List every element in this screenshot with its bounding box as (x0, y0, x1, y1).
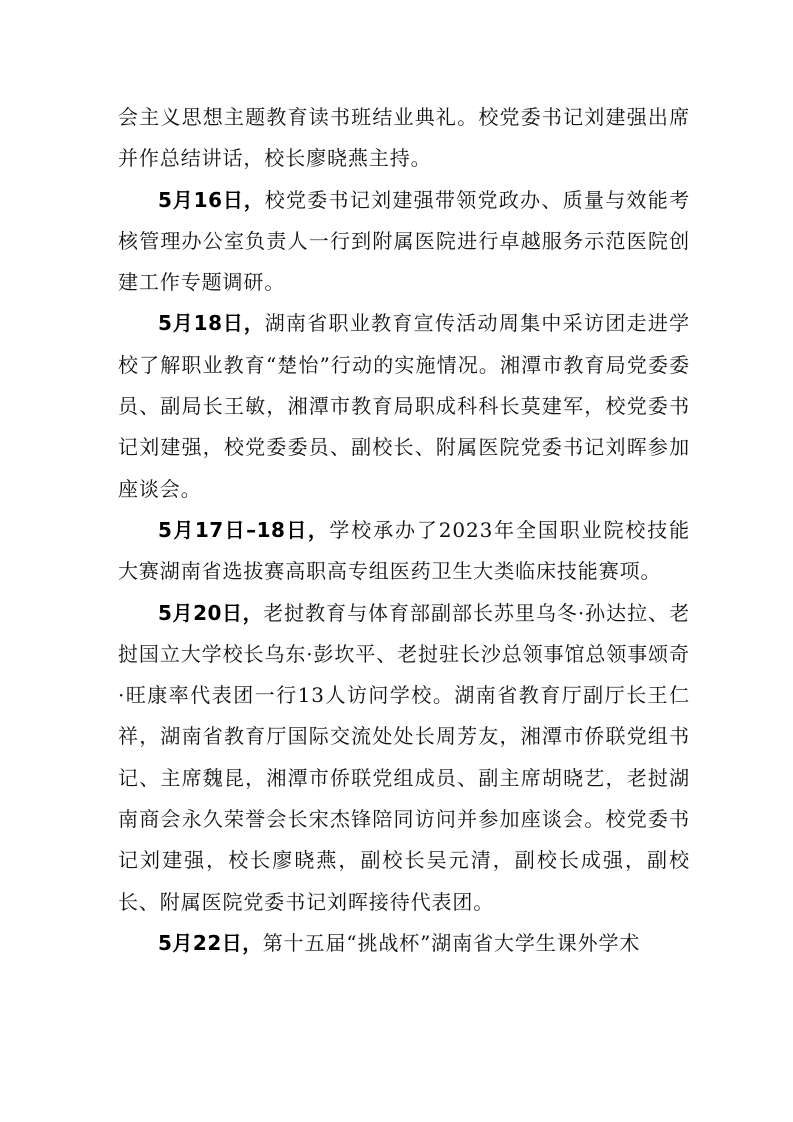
paragraph-may-17-18 (118, 510, 690, 593)
paragraph-date: 5月16日， (158, 187, 265, 212)
paragraph-text: 学校承办了2023年全国职业院校技能大赛湖南省选拔赛高职高专组医药卫生大类临床技能赛项。 (118, 517, 690, 584)
paragraph-date: 5月18日， (158, 311, 265, 336)
paragraph-date: 5月17日–18日， (158, 517, 330, 542)
paragraph-continuation (118, 97, 690, 180)
document-body (118, 97, 690, 964)
paragraph-text: 会主义思想主题教育读书班结业典礼。校党委书记刘建强出席并作总结讲话，校长廖晓燕主持。 (118, 105, 690, 171)
paragraph-date: 5月20日， (158, 600, 264, 625)
paragraph-text: 老挝教育与体育部副部长苏里乌冬·孙达拉、老挝国立大学校长乌东·彭坎平、老挝驻长沙总领事馆总领事颂奇·旺康率代表团一行13人访问学校。湖南省教育厅副厅长王仁祥，湖南省教育厅国际交流处处长周芳友，湘潭市侨联党组书记、主席魏昆，湘潭市侨联党组成员、副主席胡晓艺，老挝湖南商会永久荣誉会长宋杰锋陪同访问并参加座谈会。校党委书记刘建强，校长廖晓燕，副校长吴元清，副校长成强，副校长、附属医院党委书记刘晖接待代表团。 (118, 600, 691, 914)
paragraph-may-16 (118, 180, 690, 304)
paragraph-text: 第十五届“挑战杯”湖南省大学生课外学术 (262, 930, 641, 955)
paragraph-may-20 (118, 593, 690, 923)
paragraph-may-22 (118, 923, 690, 964)
paragraph-may-18 (118, 303, 690, 509)
paragraph-text: 湖南省职业教育宣传活动周集中采访团走进学校了解职业教育“楚怡”行动的实施情况。湘潭市教育局党委委员、副局长王敏，湘潭市教育局职成科科长莫建军，校党委书记刘建强，校党委委员、副校长、附属医院党委书记刘晖参加座谈会。 (118, 311, 691, 501)
paragraph-text: 校党委书记刘建强带领党政办、质量与效能考核管理办公室负责人一行到附属医院进行卓越服务示范医院创建工作专题调研。 (118, 187, 691, 295)
paragraph-date: 5月22日， (158, 930, 263, 955)
